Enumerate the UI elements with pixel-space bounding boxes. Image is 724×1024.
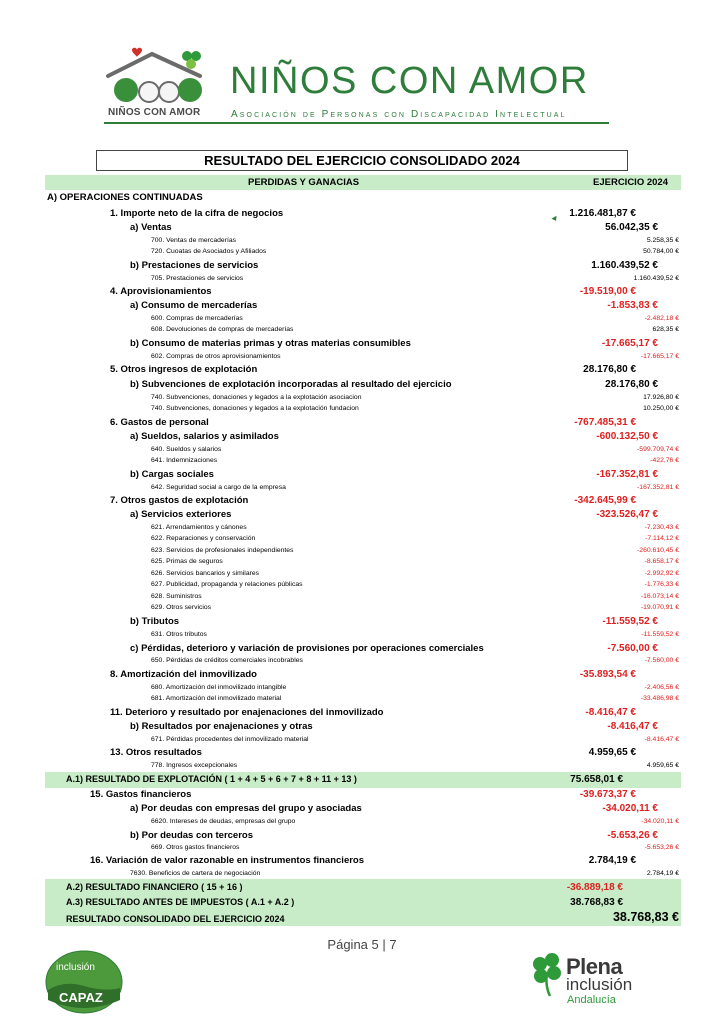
row-amount: -34.020,11 € bbox=[602, 803, 658, 814]
row-amount: -19.519,00 € bbox=[579, 286, 636, 297]
report-title: RESULTADO DEL EJERCICIO CONSOLIDADO 2024 bbox=[96, 150, 628, 171]
row-label: 6620. Intereses de deudas, empresas del grupo bbox=[151, 818, 296, 825]
row-label: 4. Aprovisionamientos bbox=[110, 286, 212, 297]
row-label: 641. Indemnizaciones bbox=[151, 457, 218, 464]
row-amount: -167.352,81 € bbox=[637, 484, 679, 491]
org-subtitle: Asociación de Personas con Discapacidad Intelectual bbox=[231, 109, 567, 120]
row-label: 671. Pérdidas procedentes del inmovilizado material bbox=[151, 736, 309, 743]
row-label: b) Prestaciones de servicios bbox=[130, 260, 259, 271]
row-label: 602. Compras de otros aprovisionamientos bbox=[151, 353, 281, 360]
row-amount: 17.926,80 € bbox=[643, 394, 679, 401]
row-label: 627. Publicidad, propaganda y relaciones públicas bbox=[151, 581, 303, 588]
row-amount: 4.959,65 € bbox=[646, 762, 679, 769]
row-amount: -2.992,92 € bbox=[644, 570, 679, 577]
row-label: a) Consumo de mercaderías bbox=[130, 300, 258, 311]
row-amount: -2.406,56 € bbox=[644, 684, 679, 691]
row-label: 621. Arrendamientos y cánones bbox=[151, 524, 247, 531]
row-label: a) Por deudas con empresas del grupo y asociadas bbox=[130, 803, 362, 814]
logo-text-inclusion: inclusión bbox=[56, 962, 95, 973]
row-amount: 28.176,80 € bbox=[583, 364, 636, 375]
row-label: 740. Subvenciones, donaciones y legados a la explotación asociacion bbox=[151, 394, 362, 401]
row-label: a) Sueldos, salarios y asimilados bbox=[130, 431, 279, 442]
plena-logo-line3: Andalucía bbox=[567, 994, 616, 1006]
row-amount: -17.665,17 € bbox=[640, 353, 679, 360]
row-amount: 1.216.481,87 € bbox=[569, 208, 636, 219]
plena-logo-line1: Plena bbox=[566, 954, 623, 979]
section-title: A) OPERACIONES CONTINUADAS bbox=[47, 192, 203, 203]
header-divider bbox=[104, 122, 609, 124]
row-amount: -167.352,81 € bbox=[596, 469, 658, 480]
row-label: 720. Cuoatas de Asociados y Afiliados bbox=[151, 248, 267, 255]
row-amount: -11.559,52 € bbox=[602, 616, 658, 627]
row-amount: -2.482,18 € bbox=[644, 315, 679, 322]
row-amount: -5.653,26 € bbox=[607, 830, 658, 841]
row-label: 740. Subvenciones, donaciones y legados a la explotación fundacion bbox=[151, 405, 359, 412]
logo-caption: NIÑOS CON AMOR bbox=[108, 107, 201, 118]
row-amount: 628,35 € bbox=[652, 326, 679, 333]
row-label: 669. Otros gastos financieros bbox=[151, 844, 240, 851]
row-label: c) Pérdidas, deterioro y variación de provisiones por operaciones comerciales bbox=[130, 643, 484, 654]
row-label: b) Consumo de materias primas y otras materias consumibles bbox=[130, 338, 411, 349]
column-header bbox=[45, 175, 681, 190]
column-label-year: EJERCICIO 2024 bbox=[593, 177, 668, 188]
row-amount: -16.073,14 € bbox=[640, 593, 679, 600]
row-label: b) Resultados por enajenaciones y otras bbox=[130, 721, 313, 732]
row-amount: -422,76 € bbox=[650, 457, 679, 464]
row-label: 11. Deterioro y resultado por enajenaciones del inmovilizado bbox=[110, 707, 384, 718]
final-result-label: RESULTADO CONSOLIDADO DEL EJERCICIO 2024 bbox=[66, 914, 285, 924]
subtotal-financial-amount: -36.889,18 € bbox=[566, 882, 623, 893]
row-amount: 5.258,35 € bbox=[646, 237, 679, 244]
row-label: 705. Prestaciones de servicios bbox=[151, 275, 244, 282]
row-label: 600. Compras de mercaderías bbox=[151, 315, 243, 322]
row-label: 631. Otros tributos bbox=[151, 631, 207, 638]
row-amount: -323.526,47 € bbox=[596, 509, 658, 520]
subtotal-pretax-amount: 38.768,83 € bbox=[570, 897, 623, 908]
row-amount: -1.853,83 € bbox=[607, 300, 658, 311]
row-amount: -7.114,12 € bbox=[645, 535, 679, 542]
row-label: 700. Ventas de mercaderías bbox=[151, 237, 237, 244]
row-amount: -1.776,33 € bbox=[644, 581, 679, 588]
row-amount: -8.416,47 € bbox=[644, 736, 679, 743]
row-label: A.1) RESULTADO DE EXPLOTACIÓN ( 1 + 4 + 5 + 6 + 7 + 8 + 11 + 13 ) bbox=[66, 774, 357, 784]
totals-block bbox=[45, 879, 681, 926]
row-amount: 2.784,19 € bbox=[588, 855, 636, 866]
row-amount: 50.784,00 € bbox=[643, 248, 679, 255]
row-label: 629. Otros servicios bbox=[151, 604, 212, 611]
row-amount: -8.416,47 € bbox=[607, 721, 658, 732]
row-amount: -8.658,17 € bbox=[644, 558, 679, 565]
final-result-amount: 38.768,83 € bbox=[612, 910, 679, 924]
row-label: 640. Sueldos y salarios bbox=[151, 446, 222, 453]
row-amount: -599.709,74 € bbox=[637, 446, 679, 453]
row-amount: 4.959,65 € bbox=[588, 747, 636, 758]
plena-logo-line2: inclusión bbox=[566, 975, 633, 994]
row-amount: 1.160.439,52 € bbox=[591, 260, 658, 271]
row-label: b) Subvenciones de explotación incorporadas al resultado del ejercicio bbox=[130, 379, 452, 390]
row-amount: 75.658,01 € bbox=[570, 774, 623, 785]
row-amount: -260.610,45 € bbox=[637, 547, 679, 554]
row-label: 1. Importe neto de la cifra de negocios bbox=[110, 208, 284, 219]
row-label: 625. Primas de seguros bbox=[151, 558, 223, 565]
row-amount: -7.560,00 € bbox=[607, 643, 658, 654]
row-label: b) Por deudas con terceros bbox=[130, 830, 254, 841]
row-amount: -600.132,50 € bbox=[596, 431, 658, 442]
row-label: a) Ventas bbox=[130, 222, 172, 233]
row-amount: -8.416,47 € bbox=[585, 707, 636, 718]
row-amount: -39.673,37 € bbox=[579, 789, 636, 800]
row-amount: 10.250,00 € bbox=[643, 405, 679, 412]
row-amount: -19.070,91 € bbox=[640, 604, 679, 611]
subtotal-row-operating bbox=[45, 772, 681, 788]
row-label: 8. Amortización del inmovilizado bbox=[110, 669, 257, 680]
row-label: 681. Amortización del inmovilizado material bbox=[151, 695, 282, 702]
row-label: 628. Suministros bbox=[151, 593, 202, 600]
row-label: 16. Variación de valor razonable en instrumentos financieros bbox=[90, 855, 365, 866]
row-amount: -11.559,52 € bbox=[641, 631, 679, 638]
row-amount: -7.560,00 € bbox=[644, 657, 679, 664]
page-number: Página 5 | 7 bbox=[327, 937, 397, 952]
row-amount: -17.665,17 € bbox=[601, 338, 658, 349]
row-label: b) Cargas sociales bbox=[130, 469, 214, 480]
row-label: 7. Otros gastos de explotación bbox=[110, 495, 249, 506]
row-amount: -33.486,98 € bbox=[640, 695, 679, 702]
row-amount: -342.645,99 € bbox=[574, 495, 636, 506]
logo-text-capaz: CAPAZ bbox=[59, 990, 103, 1005]
row-amount: -767.485,31 € bbox=[574, 417, 636, 428]
row-label: b) Tributos bbox=[130, 616, 180, 627]
org-name: NIÑOS CON AMOR bbox=[230, 60, 589, 102]
column-label-concept: PERDIDAS Y GANACIAS bbox=[248, 177, 360, 188]
row-amount: 2.784,19 € bbox=[646, 870, 679, 877]
subtotal-financial-label: A.2) RESULTADO FINANCIERO ( 15 + 16 ) bbox=[66, 882, 243, 892]
row-label: 642. Seguridad social a cargo de la empresa bbox=[151, 484, 286, 491]
row-label: 626. Servicios bancarios y similares bbox=[151, 570, 260, 577]
row-label: 778. Ingresos excepcionales bbox=[151, 762, 238, 769]
row-label: a) Servicios exteriores bbox=[130, 509, 232, 520]
row-amount: -5.653,26 € bbox=[644, 844, 679, 851]
row-label: 13. Otros resultados bbox=[110, 747, 202, 758]
row-amount: -35.893,54 € bbox=[579, 669, 636, 680]
row-amount: 56.042,35 € bbox=[605, 222, 658, 233]
row-label: 622. Reparaciones y conservación bbox=[151, 535, 256, 542]
row-amount: -7.230,43 € bbox=[644, 524, 679, 531]
row-label: 7630. Beneficios de cartera de negociación bbox=[130, 870, 261, 877]
row-label: 15. Gastos financieros bbox=[90, 789, 192, 800]
row-label: 623. Servicios de profesionales independientes bbox=[151, 547, 294, 554]
row-label: 680. Amortización del inmovilizado intangible bbox=[151, 684, 287, 691]
row-amount: -34.020,11 € bbox=[641, 818, 679, 825]
row-label: 6. Gastos de personal bbox=[110, 417, 209, 428]
row-label: 608. Devoluciones de compras de mercaderías bbox=[151, 326, 294, 333]
row-label: 650. Pérdidas de créditos comerciales incobrables bbox=[151, 657, 303, 664]
subtotal-pretax-label: A.3) RESULTADO ANTES DE IMPUESTOS ( A.1 + A.2 ) bbox=[66, 897, 295, 907]
row-amount: 28.176,80 € bbox=[605, 379, 658, 390]
row-label: 5. Otros ingresos de explotación bbox=[110, 364, 258, 375]
row-amount: 1.160.439,52 € bbox=[633, 275, 679, 282]
